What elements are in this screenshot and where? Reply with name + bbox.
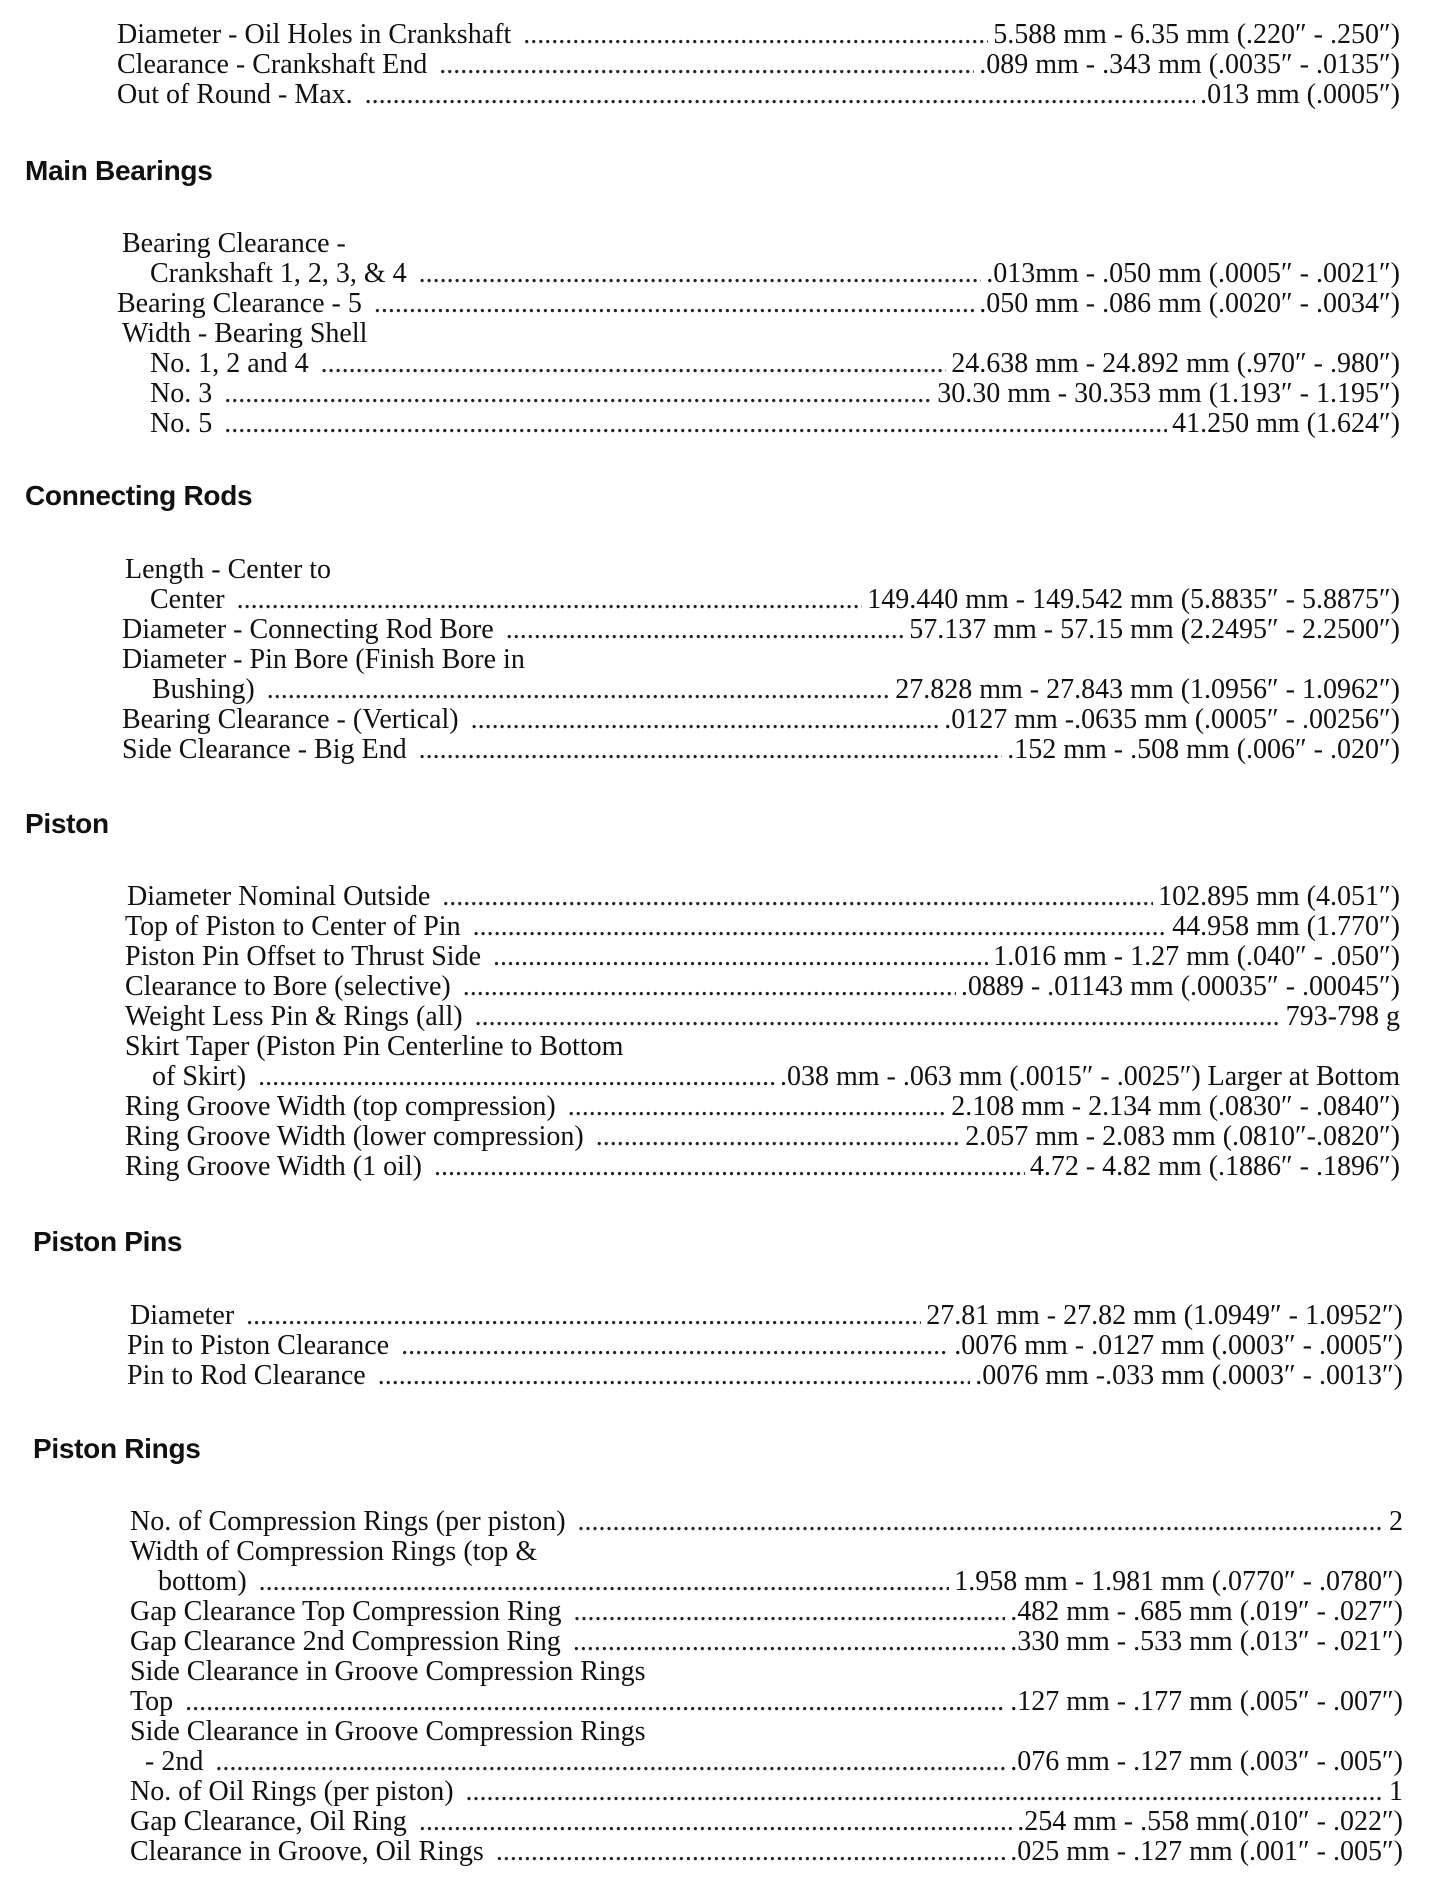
spec-label: Diameter - Connecting Rod Bore <box>122 614 494 645</box>
dot-leader <box>321 349 947 379</box>
spec-value: .482 mm - .685 mm (.019″ - .027″) <box>1010 1596 1403 1627</box>
spec-row-compression-ring-count <box>130 1507 1403 1537</box>
spec-label: Crankshaft 1, 2, 3, & 4 <box>150 258 407 289</box>
spec-value: 1.016 mm - 1.27 mm (.040″ - .050″) <box>993 941 1400 972</box>
spec-row-bearing-clearance-1-4 <box>150 259 1400 289</box>
spec-label: Ring Groove Width (lower compression) <box>125 1121 584 1152</box>
spec-label: Clearance to Bore (selective) <box>125 971 451 1002</box>
section-heading: Piston Rings <box>33 1433 201 1464</box>
spec-label: Ring Groove Width (1 oil) <box>125 1151 422 1182</box>
spec-label: Top of Piston to Center of Pin <box>125 911 461 942</box>
spec-label-line: Side Clearance in Groove Compression Rings <box>130 1656 646 1687</box>
dot-leader <box>471 705 940 735</box>
spec-row-groove-top-compression <box>125 1092 1400 1122</box>
spec-value: .0127 mm -.0635 mm (.0005″ - .00256″) <box>944 704 1400 735</box>
spec-label: Side Clearance - Big End <box>122 734 407 765</box>
dot-leader <box>237 585 863 615</box>
dot-leader <box>401 1331 949 1361</box>
dot-leader <box>496 1837 1005 1867</box>
spec-value: .152 mm - .508 mm (.006″ - .020″) <box>1007 734 1400 765</box>
spec-value: 793-798 g <box>1285 1001 1400 1032</box>
spec-label: No. of Oil Rings (per piston) <box>130 1776 454 1807</box>
spec-row-out-of-round <box>117 80 1400 110</box>
dot-leader <box>215 1747 1005 1777</box>
spec-value: 4.72 - 4.82 mm (.1886″ - .1896″) <box>1029 1151 1400 1182</box>
spec-value: .0076 mm - .0127 mm (.0003″ - .0005″) <box>954 1330 1403 1361</box>
section-heading: Main Bearings <box>25 155 213 186</box>
spec-row-oil-ring-gap <box>130 1807 1403 1837</box>
spec-value: 1 <box>1389 1776 1403 1807</box>
dot-leader <box>523 20 988 50</box>
dot-leader <box>434 1152 1025 1182</box>
spec-row-pin-offset <box>125 942 1400 972</box>
spec-label: Center <box>150 584 225 615</box>
dot-leader <box>246 1301 921 1331</box>
spec-label-line: Length - Center to <box>125 554 332 585</box>
spec-row-rod-length <box>150 585 1400 615</box>
spec-value: .089 mm - .343 mm (.0035″ - .0135″) <box>979 49 1400 80</box>
dot-leader <box>506 615 905 645</box>
dot-leader <box>267 675 891 705</box>
spec-label: - 2nd <box>145 1746 204 1777</box>
dot-leader <box>224 409 1167 439</box>
spec-value: 24.638 mm - 24.892 mm (.970″ - .980″) <box>951 348 1400 379</box>
dot-leader <box>442 882 1153 912</box>
dot-leader <box>596 1122 961 1152</box>
dot-leader <box>419 259 982 289</box>
spec-label: Bushing) <box>152 674 255 705</box>
spec-value: .330 mm - .533 mm (.013″ - .021″) <box>1010 1626 1403 1657</box>
spec-row-skirt-taper <box>152 1062 1400 1092</box>
spec-value: .038 mm - .063 mm (.0015″ - .0025″) Larger at Bottom <box>779 1061 1400 1092</box>
spec-label: Gap Clearance, Oil Ring <box>130 1806 407 1837</box>
spec-value: .076 mm - .127 mm (.003″ - .005″) <box>1010 1746 1403 1777</box>
dot-leader <box>224 379 932 409</box>
spec-label: Piston Pin Offset to Thrust Side <box>125 941 482 972</box>
spec-label: Out of Round - Max. <box>117 79 353 110</box>
dot-leader <box>463 972 956 1002</box>
spec-row-bearing-clearance-5 <box>117 289 1400 319</box>
spec-label-line: Skirt Taper (Piston Pin Centerline to Bottom <box>125 1031 624 1062</box>
spec-row-side-clearance-2nd <box>145 1747 1403 1777</box>
spec-label-line: Diameter - Pin Bore (Finish Bore in <box>122 644 525 675</box>
spec-row-side-clearance-top <box>130 1687 1403 1717</box>
spec-value: 5.588 mm - 6.35 mm (.220″ - .250″) <box>993 19 1400 50</box>
spec-value: .025 mm - .127 mm (.001″ - .005″) <box>1010 1836 1403 1867</box>
spec-value: .050 mm - .086 mm (.0020″ - .0034″) <box>979 288 1400 319</box>
spec-row-width-no-5 <box>150 409 1400 439</box>
spec-value: .127 mm - .177 mm (.005″ - .007″) <box>1010 1686 1403 1717</box>
spec-value: .0889 - .01143 mm (.00035″ - .00045″) <box>960 971 1400 1002</box>
spec-label: No. 3 <box>150 378 213 409</box>
dot-leader <box>475 1002 1281 1032</box>
spec-value: 2.108 mm - 2.134 mm (.0830″ - .0840″) <box>951 1091 1400 1122</box>
spec-label: Pin to Rod Clearance <box>127 1360 366 1391</box>
spec-value: 30.30 mm - 30.353 mm (1.193″ - 1.195″) <box>937 378 1400 409</box>
spec-row-rod-bore-diameter <box>122 615 1400 645</box>
spec-row-pin-to-rod <box>127 1361 1403 1391</box>
dot-leader <box>365 80 1195 110</box>
spec-row-gap-2nd-ring <box>130 1627 1403 1657</box>
spec-row-oil-ring-count <box>130 1777 1403 1807</box>
dot-leader <box>419 735 1003 765</box>
spec-label-line: Width of Compression Rings (top & <box>130 1536 538 1567</box>
spec-row-width-no-1-2-4 <box>150 349 1400 379</box>
spec-label: Gap Clearance 2nd Compression Ring <box>130 1626 561 1657</box>
spec-label-line: Width - Bearing Shell <box>122 318 368 349</box>
dot-leader <box>259 1567 950 1597</box>
spec-label: Clearance - Crankshaft End <box>117 49 428 80</box>
spec-row-oil-holes-diameter <box>117 20 1400 50</box>
spec-row-clearance-to-bore <box>125 972 1400 1002</box>
spec-label: Gap Clearance Top Compression Ring <box>130 1596 562 1627</box>
spec-row-top-to-pin <box>125 912 1400 942</box>
spec-row-pin-to-piston <box>127 1331 1403 1361</box>
spec-value: 27.81 mm - 27.82 mm (1.0949″ - 1.0952″) <box>926 1300 1403 1331</box>
spec-label: of Skirt) <box>152 1061 247 1092</box>
section-heading: Connecting Rods <box>25 480 253 511</box>
spec-value: 1.958 mm - 1.981 mm (.0770″ - .0780″) <box>954 1566 1403 1597</box>
spec-value: 2 <box>1389 1506 1403 1537</box>
spec-label: bottom) <box>158 1566 247 1597</box>
spec-label-line: Bearing Clearance - <box>122 228 346 259</box>
dot-leader <box>466 1777 1384 1807</box>
dot-leader <box>378 1361 971 1391</box>
spec-value: 27.828 mm - 27.843 mm (1.0956″ - 1.0962″) <box>895 674 1400 705</box>
dot-leader <box>258 1062 775 1092</box>
spec-value: 57.137 mm - 57.15 mm (2.2495″ - 2.2500″) <box>909 614 1400 645</box>
spec-value: .0076 mm -.033 mm (.0003″ - .0013″) <box>975 1360 1403 1391</box>
dot-leader <box>374 289 974 319</box>
dot-leader <box>573 1597 1005 1627</box>
spec-row-piston-weight <box>125 1002 1400 1032</box>
spec-label: No. 5 <box>150 408 213 439</box>
spec-value: .254 mm - .558 mm(.010″ - .022″) <box>1017 1806 1403 1837</box>
dot-leader <box>419 1807 1012 1837</box>
spec-label: Pin to Piston Clearance <box>127 1330 390 1361</box>
spec-value: 102.895 mm (4.051″) <box>1158 881 1400 912</box>
spec-row-big-end-side-clearance <box>122 735 1400 765</box>
spec-value: 41.250 mm (1.624″) <box>1172 408 1400 439</box>
spec-row-crankshaft-end-clearance <box>117 50 1400 80</box>
spec-row-pin-diameter <box>130 1301 1403 1331</box>
spec-label-line: Side Clearance in Groove Compression Rings <box>130 1716 646 1747</box>
section-heading: Piston Pins <box>33 1226 183 1257</box>
spec-label: Diameter <box>130 1300 235 1331</box>
spec-label: Diameter Nominal Outside <box>127 881 431 912</box>
spec-label: Top <box>130 1686 174 1717</box>
spec-value: .013mm - .050 mm (.0005″ - .0021″) <box>986 258 1400 289</box>
section-heading: Piston <box>25 808 109 839</box>
spec-label: Ring Groove Width (top compression) <box>125 1091 556 1122</box>
spec-value: .013 mm (.0005″) <box>1200 79 1400 110</box>
spec-row-pin-bore-diameter <box>152 675 1400 705</box>
dot-leader <box>473 912 1168 942</box>
spec-label: Weight Less Pin & Rings (all) <box>125 1001 463 1032</box>
dot-leader <box>568 1092 947 1122</box>
spec-label: No. of Compression Rings (per piston) <box>130 1506 566 1537</box>
spec-row-groove-lower-compression <box>125 1122 1400 1152</box>
spec-row-rod-bearing-clearance <box>122 705 1400 735</box>
dot-leader <box>493 942 988 972</box>
spec-value: 149.440 mm - 149.542 mm (5.8835″ - 5.8875″) <box>867 584 1400 615</box>
spec-row-compression-ring-width <box>158 1567 1403 1597</box>
dot-leader <box>439 50 974 80</box>
spec-row-width-no-3 <box>150 379 1400 409</box>
spec-row-groove-oil <box>125 1152 1400 1182</box>
spec-label: Bearing Clearance - (Vertical) <box>122 704 459 735</box>
spec-label: Diameter - Oil Holes in Crankshaft <box>117 19 512 50</box>
dot-leader <box>578 1507 1384 1537</box>
spec-row-oil-ring-groove-clearance <box>130 1837 1403 1867</box>
spec-label: No. 1, 2 and 4 <box>150 348 309 379</box>
spec-value: 44.958 mm (1.770″) <box>1172 911 1400 942</box>
spec-value: 2.057 mm - 2.083 mm (.0810″-.0820″) <box>965 1121 1400 1152</box>
spec-label: Clearance in Groove, Oil Rings <box>130 1836 484 1867</box>
dot-leader <box>185 1687 1005 1717</box>
dot-leader <box>573 1627 1005 1657</box>
spec-row-gap-top-ring <box>130 1597 1403 1627</box>
spec-label: Bearing Clearance - 5 <box>117 288 362 319</box>
spec-row-piston-diameter <box>127 882 1400 912</box>
